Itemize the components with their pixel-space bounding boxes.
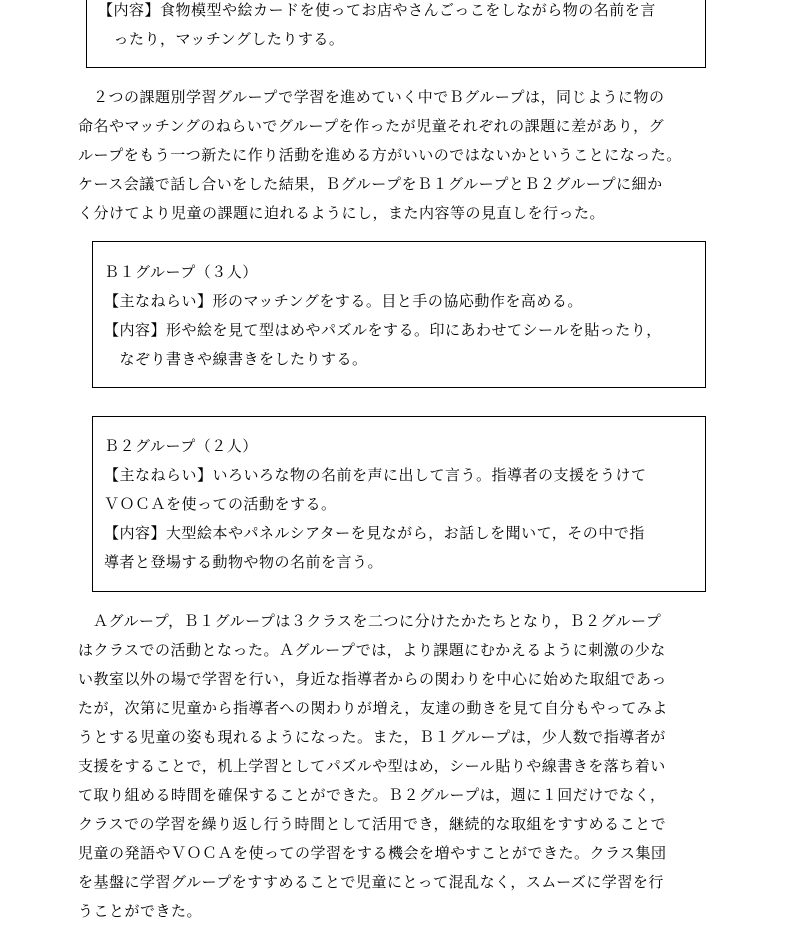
group-b2-title: Ｂ２グループ（２人） [104, 437, 258, 455]
paragraph-1-line: ２つの課題別学習グループで学習を進めていく中でＢグループは，同じように物の [93, 88, 665, 106]
group-a-content-line-2: ったり，マッチングしたりする。 [98, 30, 345, 48]
group-b2-content-line-2: 導者と登場する動物や物の名前を言う。 [104, 553, 384, 571]
group-b2-aim-line-2: ＶＯＣＡを使っての活動をする。 [104, 495, 337, 513]
group-a-content-line-1: 【内容】食物模型や絵カードを使ってお店やさんごっこをしながら物の名前を言 [98, 1, 656, 19]
paragraph-2-line: Ａグループ，Ｂ１グループは３クラスを二つに分けたかたちとなり，Ｂ２グループ [93, 612, 662, 630]
paragraph-2-line: はクラスでの活動となった。Ａグループでは，より課題にむかえるように刺激の少な [78, 641, 666, 659]
paragraph-2-line: て取り組める時間を確保することができた。Ｂ２グループは，週に１回だけでなく， [78, 786, 666, 804]
paragraph-2-line: うとする児童の姿も現れるようになった。また，Ｂ１グループは，少人数で指導者が [78, 728, 666, 746]
paragraph-2-line: クラスでの学習を繰り返し行う時間として活用でき，継続的な取組をすすめることで [78, 815, 667, 833]
group-b1-aim: 【主なねらい】形のマッチングをする。目と手の協応動作を高める。 [104, 292, 583, 310]
group-b1-content-line-1: 【内容】形や絵を見て型はめやパズルをする。印にあわせてシールを貼ったり， [104, 321, 662, 339]
paragraph-2-line: を基盤に学習グループをすすめることで児童にとって混乱なく，スムーズに学習を行 [78, 873, 664, 891]
group-b1-content-line-2: なぞり書きや線書きをしたりする。 [104, 350, 368, 368]
group-b1-title: Ｂ１グループ（３人） [104, 263, 258, 281]
paragraph-1-line: く分けてより児童の課題に迫れるようにし，また内容等の見直しを行った。 [78, 204, 606, 222]
group-b2-aim-line-1: 【主なねらい】いろいろな物の名前を声に出して言う。指導者の支援をうけて [104, 466, 647, 484]
paragraph-2-line: 支援をすることで，机上学習としてパズルや型はめ，シール貼りや線書きを落ち着い [78, 757, 666, 775]
group-b2-content-line-1: 【内容】大型絵本やパネルシアターを見ながら，お話しを聞いて，その中で指 [104, 524, 645, 542]
paragraph-2-line: たが，次第に児童から指導者への関わりが増え，友達の動きを見て自分もやってみよ [78, 699, 668, 717]
paragraph-1-line: ループをもう一つ新たに作り活動を進める方がいいのではないかということになった。 [78, 146, 682, 164]
paragraph-1-line: ケース会議で話し合いをした結果，ＢグループをＢ１グループとＢ２グループに細か [78, 175, 663, 193]
paragraph-1-line: 命名やマッチングのねらいでグループを作ったが児童それぞれの課題に差があり，グ [78, 117, 665, 135]
paragraph-2-line: い教室以外の場で学習を行い，身近な指導者からの関わりを中心に始めた取組であっ [78, 670, 667, 688]
paragraph-2-line: うことができた。 [78, 902, 203, 920]
paragraph-2-line: 児童の発語やＶＯＣＡを使っての学習をする機会を増やすことができた。クラス集団 [78, 844, 667, 862]
